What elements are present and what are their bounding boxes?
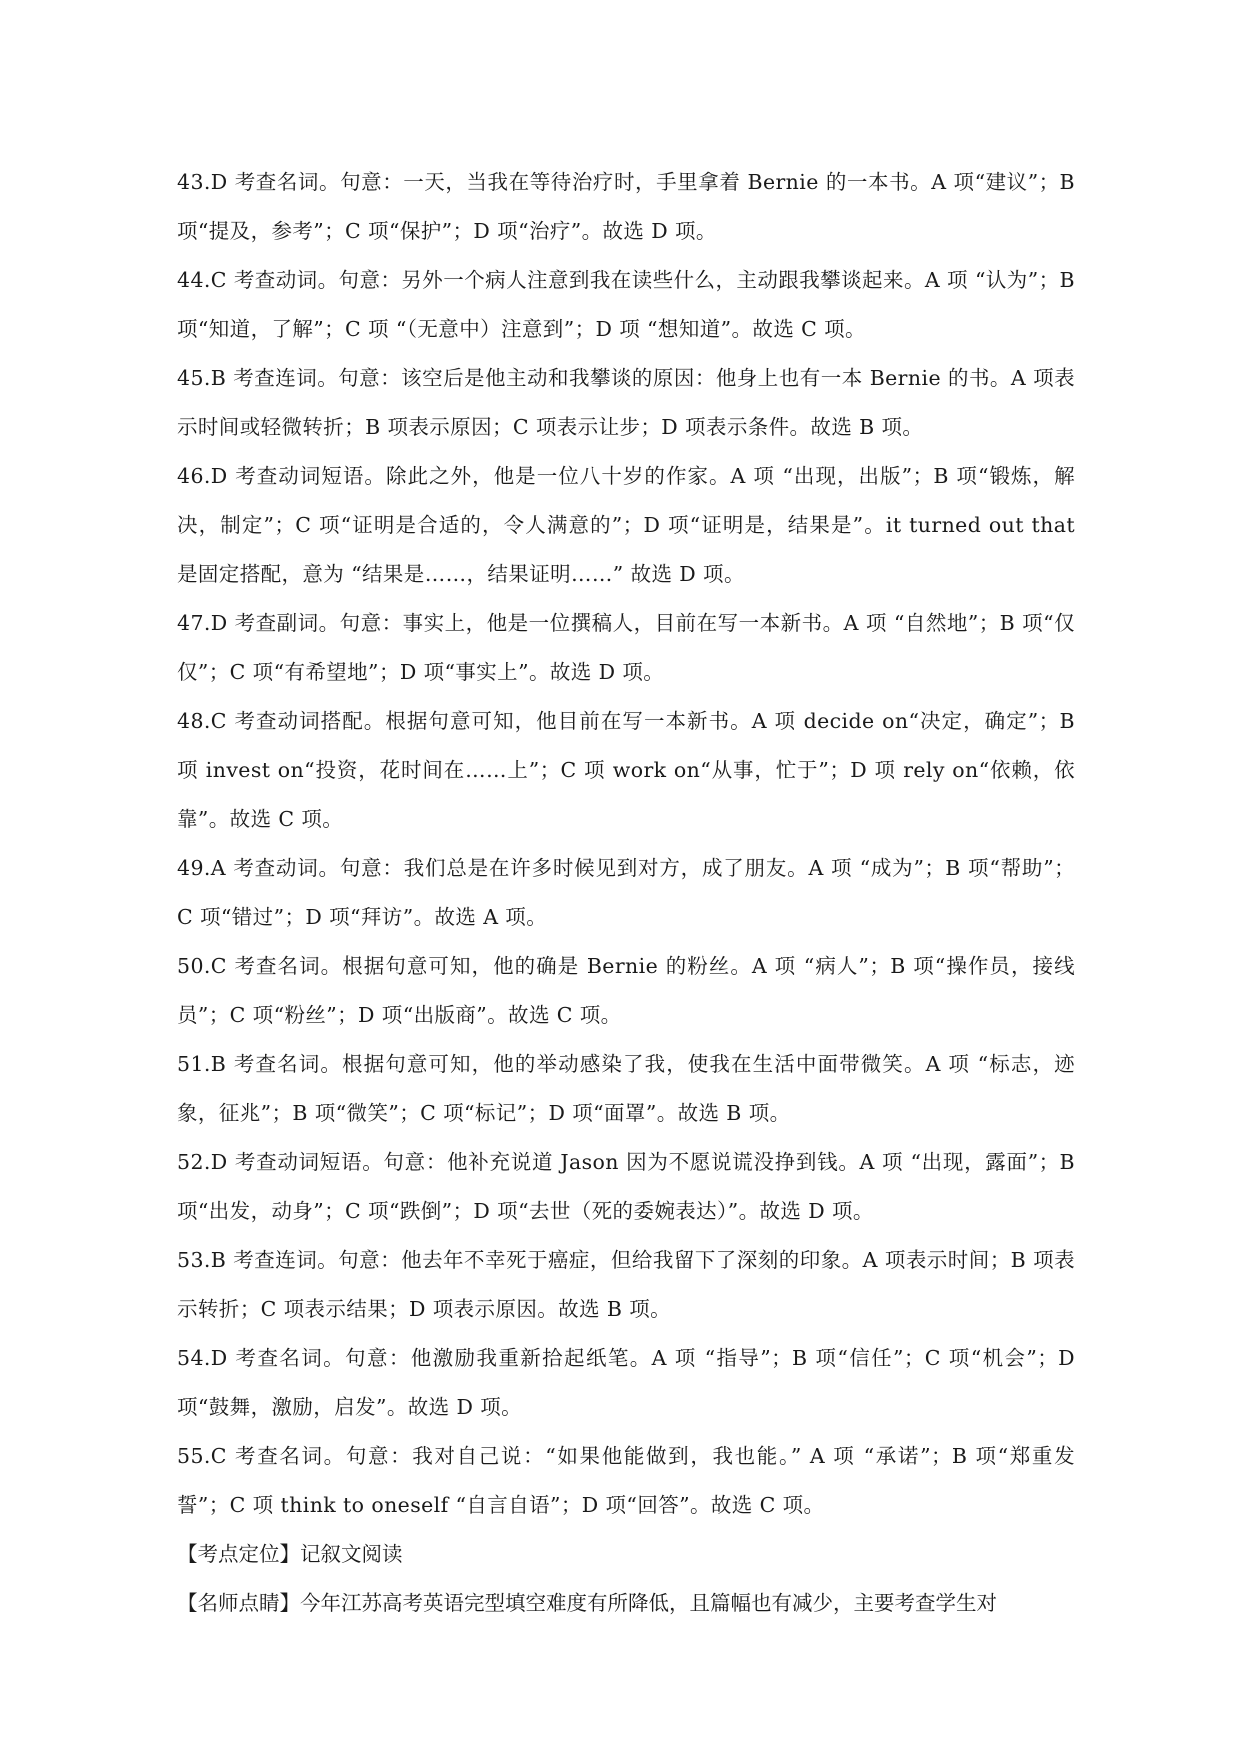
answer-49: 49.A 考查动词。句意：我们总是在许多时候见到对方，成了朋友。A 项 “成为”；B 项“帮助”；C 项“错过”；D 项“拜访”。故选 A 项。 [177,856,1075,929]
answer-explanations [177,158,1075,1628]
answer-43: 43.D 考查名词。句意：一天，当我在等待治疗时，手里拿着 Bernie 的一本书。A 项“建议”；B 项“提及，参考”；C 项“保护”；D 项“治疗”。故选 D 项。 [177,170,1075,243]
answer-50: 50.C 考查名词。根据句意可知，他的确是 Bernie 的粉丝。A 项 “病人”；B 项“操作员，接线员”；C 项“粉丝”；D 项“出版商”。故选 C 项。 [177,954,1075,1027]
answer-52: 52.D 考查动词短语。句意：他补充说道 Jason 因为不愿说谎没挣到钱。A 项 “出现，露面”；B 项“出发，动身”；C 项“跌倒”；D 项“去世（死的委婉表达）”。故选 D 项。 [177,1150,1075,1223]
answer-55: 55.C 考查名词。句意：我对自己说：“如果他能做到，我也能。” A 项 “承诺”；B 项“郑重发誓”；C 项 think to oneself “自言自语”；D 项“回答”。故选 C 项。 [177,1444,1075,1517]
answer-54: 54.D 考查名词。句意：他激励我重新拾起纸笔。A 项 “指导”；B 项“信任”；C 项“机会”；D 项“鼓舞，激励，启发”。故选 D 项。 [177,1346,1075,1419]
answer-45: 45.B 考查连词。句意：该空后是他主动和我攀谈的原因：他身上也有一本 Bernie 的书。A 项表示时间或轻微转折；B 项表示原因；C 项表示让步；D 项表示条件。故选 B 项。 [177,366,1075,439]
answer-53: 53.B 考查连词。句意：他去年不幸死于癌症，但给我留下了深刻的印象。A 项表示时间；B 项表示转折；C 项表示结果；D 项表示原因。故选 B 项。 [177,1248,1075,1321]
answer-47: 47.D 考查副词。句意：事实上，他是一位撰稿人，目前在写一本新书。A 项 “自然地”；B 项“仅仅”；C 项“有希望地”；D 项“事实上”。故选 D 项。 [177,611,1075,684]
exam-point-heading: 【考点定位】记叙文阅读 [177,1542,403,1566]
answer-46: 46.D 考查动词短语。除此之外，他是一位八十岁的作家。A 项 “出现，出版”；B 项“锻炼，解决，制定”；C 项“证明是合适的，令人满意的”；D 项“证明是，结果是”。it turned out that 是固定搭配，意为 “结果是……，结果证明……” 故选 D 项。 [177,464,1075,586]
answer-44: 44.C 考查动词。句意：另外一个病人注意到我在读些什么，主动跟我攀谈起来。A 项 “认为”；B 项“知道，了解”；C 项 “（无意中）注意到”；D 项 “想知道”。故选 C 项。 [177,268,1075,341]
teacher-comment: 【名师点睛】今年江苏高考英语完型填空难度有所降低，且篇幅也有减少，主要考查学生对 [177,1591,997,1615]
answer-48: 48.C 考查动词搭配。根据句意可知，他目前在写一本新书。A 项 decide on“决定，确定”；B 项 invest on“投资，花时间在……上”；C 项 work on“从事，忙于”；D 项 rely on“依赖，依靠”。故选 C 项。 [177,709,1075,831]
answer-51: 51.B 考查名词。根据句意可知，他的举动感染了我，使我在生活中面带微笑。A 项 “标志，迹象，征兆”；B 项“微笑”；C 项“标记”；D 项“面罩”。故选 B 项。 [177,1052,1075,1125]
